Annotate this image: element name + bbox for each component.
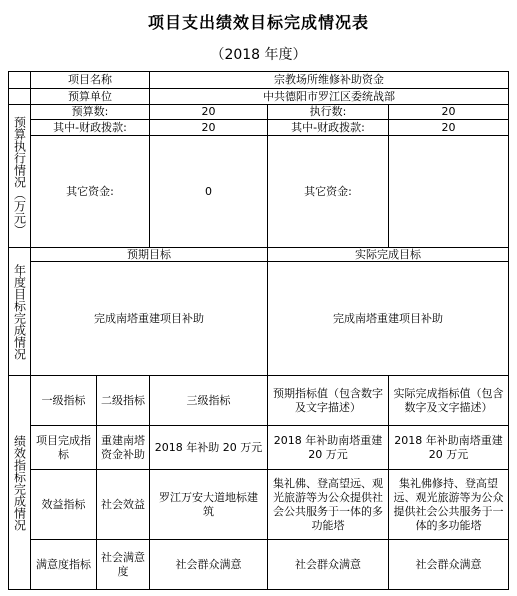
perf-header-expected: 预期指标值（包含数字及文字描述） bbox=[273, 386, 383, 414]
fiscal-label-2: 其中-财政拨款: bbox=[291, 120, 365, 134]
perf-header-level1: 一级指标 bbox=[41, 393, 86, 407]
perf-row3-level3: 社会群众满意 bbox=[175, 557, 242, 571]
budget-unit-label: 预算单位 bbox=[68, 89, 112, 103]
perf-row3-level2: 社会满意度 bbox=[101, 550, 145, 578]
perf-header-level3: 三级指标 bbox=[186, 393, 231, 407]
other-funds-label-1: 其它资金: bbox=[66, 184, 114, 198]
perf-row1-level1: 项目完成指标 bbox=[36, 433, 91, 461]
page-title: 项目支出绩效目标完成情况表 bbox=[147, 13, 369, 32]
perf-row2-level3: 罗江万安大道地标建筑 bbox=[159, 490, 258, 518]
executed-value: 20 bbox=[441, 105, 456, 118]
perf-row2-actual: 集礼佛修持、登高望远、观光旅游等为公众提供社会公共服务于一体的多功能塔 bbox=[393, 476, 504, 532]
other-funds-label-2: 其它资金: bbox=[304, 184, 352, 198]
project-name-value: 宗教场所维修补助资金 bbox=[274, 73, 384, 86]
perf-row1-level2: 重建南塔资金补助 bbox=[101, 433, 145, 461]
fiscal-label-1: 其中-财政拨款: bbox=[53, 120, 127, 134]
perf-row1-expected: 2018 年补助南塔重建 20 万元 bbox=[273, 433, 383, 461]
expected-goal-value: 完成南塔重建项目补助 bbox=[94, 311, 204, 325]
perf-row3-actual: 社会群众满意 bbox=[415, 557, 482, 571]
other-funds-value-1: 0 bbox=[205, 184, 212, 198]
actual-goal-value: 完成南塔重建项目补助 bbox=[333, 311, 443, 325]
perf-row1-actual: 2018 年补助南塔重建 20 万元 bbox=[394, 433, 503, 461]
annual-section-label: 年度目标完成情况 bbox=[12, 263, 27, 360]
perf-row2-expected: 集礼佛、登高望远、观光旅游等为公众提供社会公共服务于一体的多功能塔 bbox=[273, 476, 383, 532]
fiscal-value-2: 20 bbox=[441, 120, 456, 134]
executed-label: 执行数: bbox=[309, 105, 347, 118]
budget-amount-value: 20 bbox=[201, 105, 216, 118]
perf-header-level2: 二级指标 bbox=[101, 393, 145, 407]
perf-header-actual: 实际完成指标值（包含数字及文字描述） bbox=[393, 386, 504, 414]
project-name-label: 项目名称 bbox=[68, 73, 112, 86]
perf-row1-level3: 2018 年补助 20 万元 bbox=[154, 440, 263, 454]
other-funds-value-2 bbox=[389, 136, 508, 247]
perf-row2-level1: 效益指标 bbox=[41, 497, 86, 511]
exec-section-label: 预算执行情况（万元） bbox=[12, 116, 27, 236]
year-subtitle: （2018 年度） bbox=[210, 47, 307, 63]
fiscal-value-1: 20 bbox=[201, 120, 216, 134]
perf-section-label: 绩效指标完成情况 bbox=[12, 434, 27, 531]
expected-goal-header: 预期目标 bbox=[127, 247, 171, 261]
perf-row3-expected: 社会群众满意 bbox=[295, 557, 361, 571]
perf-row2-level2: 社会效益 bbox=[101, 497, 145, 511]
actual-goal-header: 实际完成目标 bbox=[355, 247, 421, 261]
budget-unit-value: 中共德阳市罗江区委统战部 bbox=[263, 89, 395, 103]
budget-amount-label: 预算数: bbox=[71, 105, 109, 118]
perf-row3-level1: 满意度指标 bbox=[36, 557, 91, 571]
